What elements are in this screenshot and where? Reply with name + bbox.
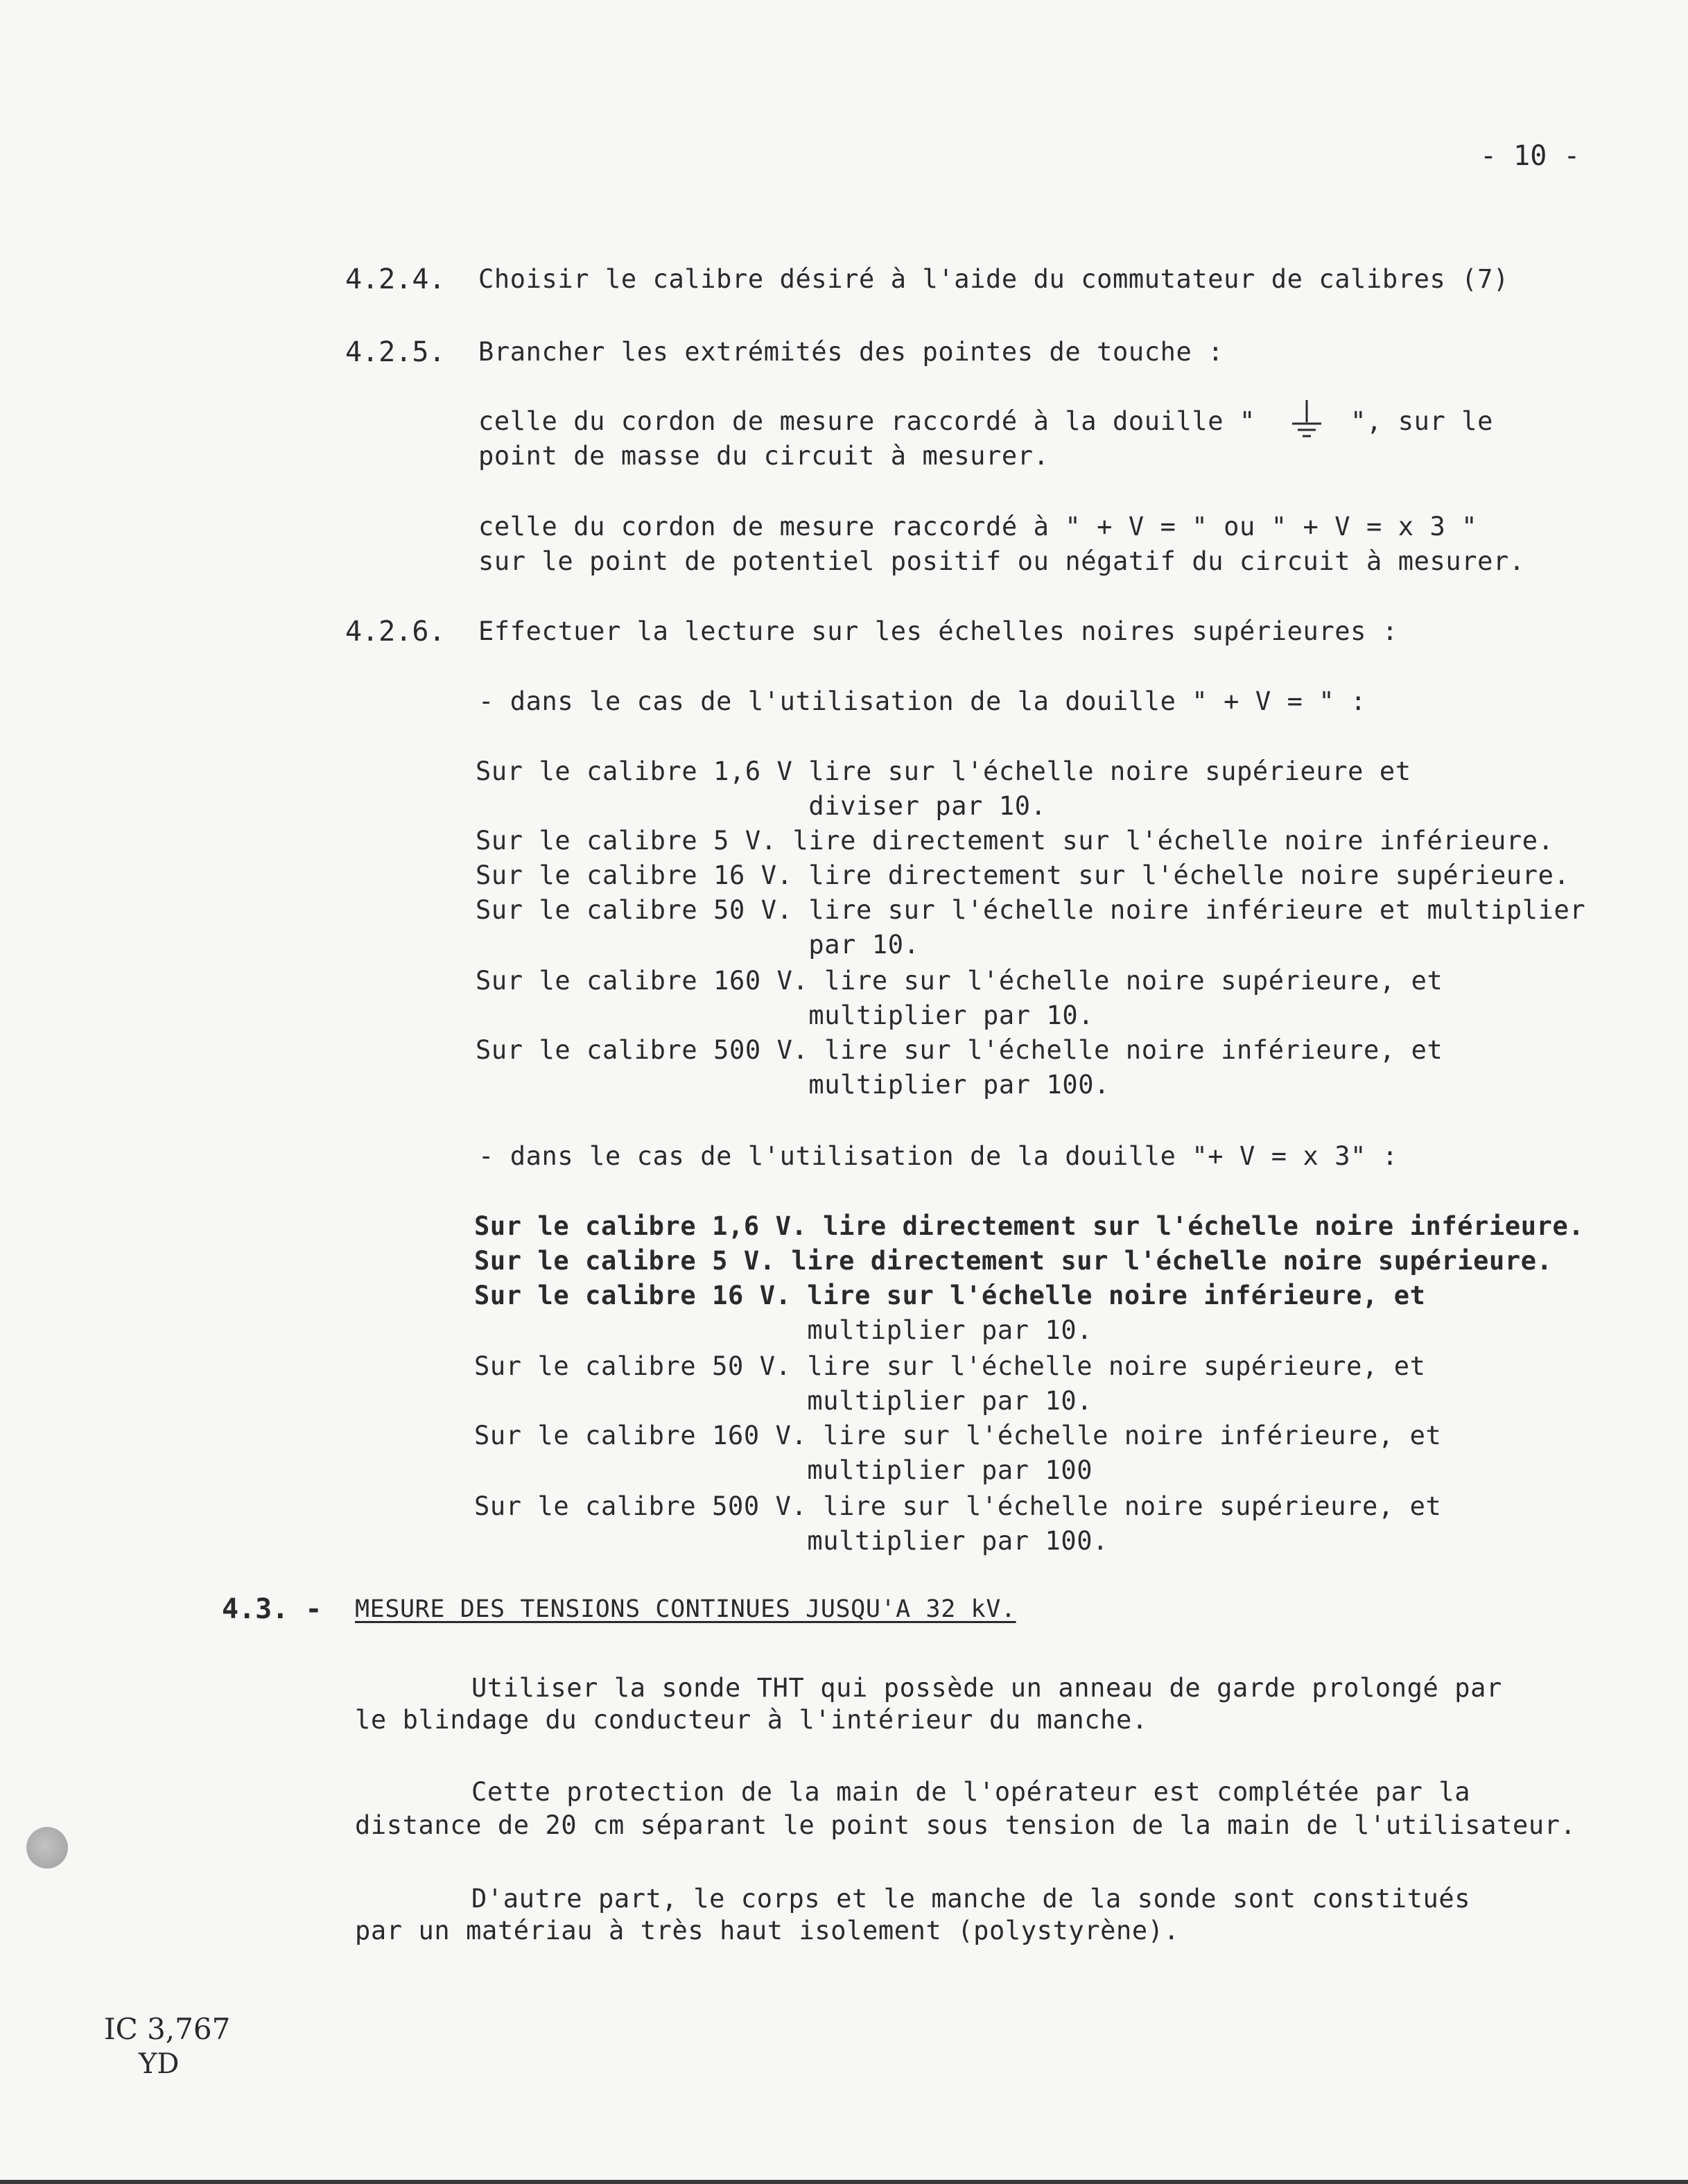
list-item: Sur le calibre 160 V. lire sur l'échelle noire inférieure, et [474,1421,1442,1450]
section-title-4-3: MESURE DES TENSIONS CONTINUES JUSQU'A 32 kV. [355,1595,1016,1623]
paragraph-protection-line-1: Cette protection de la main de l'opérateur est complétée par la [471,1777,1471,1807]
list-item: Sur le calibre 500 V. lire sur l'échelle noire supérieure, et [474,1491,1442,1521]
section-text-4-2-6: Effectuer la lecture sur les échelles noires supérieures : [478,616,1398,646]
section-number-4-2-5: 4.2.5. [345,336,446,368]
list-item: multiplier par 100 [474,1455,1093,1485]
list-item: multiplier par 100. [474,1526,1109,1556]
paragraph-probe-line-1: Utiliser la sonde THT qui possède un anneau de garde prolongé par [471,1673,1502,1703]
case-1-heading: - dans le cas de l'utilisation de la douille " + V = " : [478,686,1367,716]
page-number: - 10 - [1480,140,1581,172]
list-item: Sur le calibre 500 V. lire sur l'échelle noire inférieure, et [476,1035,1443,1065]
paragraph-probe-line-2: le blindage du conducteur à l'intérieur du manche. [355,1705,1148,1735]
paragraph-protection-line-2: distance de 20 cm séparant le point sous tension de la main de l'utilisateur. [355,1810,1576,1840]
list-item: multiplier par 100. [476,1070,1111,1100]
section-text-4-2-4: Choisir le calibre désiré à l'aide du commutateur de calibres (7) [478,264,1509,294]
list-item: Sur le calibre 1,6 V lire sur l'échelle noire supérieure et [476,756,1411,786]
paragraph-material-line-2: par un matériau à très haut isolement (polystyrène). [355,1916,1180,1945]
list-item: Sur le calibre 160 V. lire sur l'échelle noire supérieure, et [476,966,1443,996]
paragraph-material-line-1: D'autre part, le corps et le manche de la sonde sont constitués [471,1884,1471,1914]
case-2-heading: - dans le cas de l'utilisation de la douille "+ V = x 3" : [478,1141,1398,1171]
list-item: multiplier par 10. [476,1000,1095,1030]
punch-hole [26,1827,68,1869]
list-item: Sur le calibre 16 V. lire sur l'échelle noire inférieure, et [474,1281,1426,1310]
list-item: Sur le calibre 1,6 V. lire directement sur l'échelle noire inférieure. [474,1211,1585,1241]
paragraph-ground-line-1: celle du cordon de mesure raccordé à la douille " ", sur le [478,406,1494,436]
list-item: multiplier par 10. [474,1386,1093,1416]
section-number-4-3: 4.3. - [222,1593,322,1625]
list-item: Sur le calibre 5 V. lire directement sur l'échelle noire supérieure. [474,1246,1553,1276]
author-initials: YD [139,2048,180,2080]
page-bottom-edge [0,2180,1688,2184]
list-item: Sur le calibre 50 V. lire sur l'échelle noire inférieure et multiplier [476,895,1586,925]
section-text-4-2-5: Brancher les extrémités des pointes de touche : [478,337,1224,367]
paragraph-potential-line-1: celle du cordon de mesure raccordé à " + V = " ou " + V = x 3 " [478,512,1478,541]
list-item: multiplier par 10. [474,1315,1093,1345]
section-number-4-2-6: 4.2.6. [345,616,446,648]
ground-icon [1288,399,1325,442]
paragraph-potential-line-2: sur le point de potentiel positif ou négatif du circuit à mesurer. [478,546,1525,576]
list-item: par 10. [476,930,920,960]
document-reference: IC 3,767 [104,2012,231,2046]
paragraph-ground-line-2: point de masse du circuit à mesurer. [478,441,1050,471]
list-item: Sur le calibre 16 V. lire directement sur l'échelle noire supérieure. [476,860,1570,890]
section-number-4-2-4: 4.2.4. [345,263,446,295]
list-item: diviser par 10. [476,791,1047,821]
list-item: Sur le calibre 5 V. lire directement sur l'échelle noire inférieure. [476,826,1554,856]
list-item: Sur le calibre 50 V. lire sur l'échelle noire supérieure, et [474,1351,1426,1381]
